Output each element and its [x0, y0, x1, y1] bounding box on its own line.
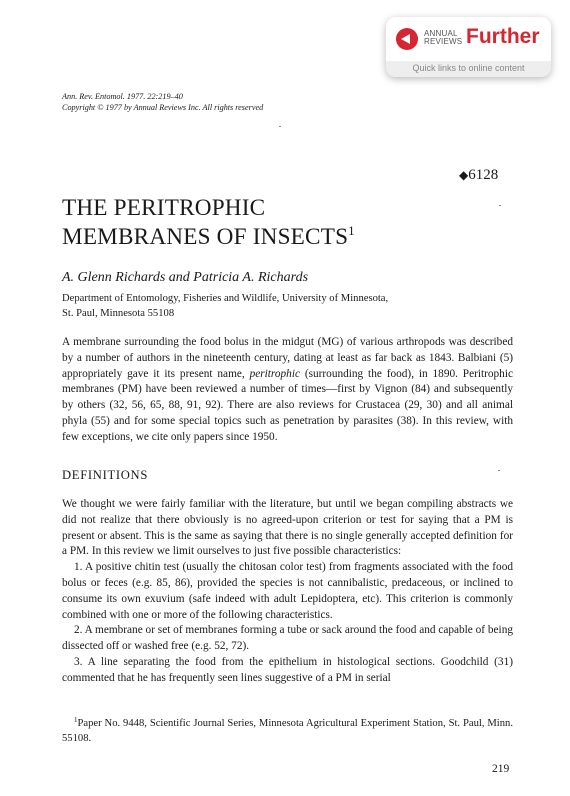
intro-text-part-2: (surrounding the food), in 1890. Peritrophic membranes (PM) have been reviewed a number of times—first by Vignon (84) and subsequently by others (32, 56, 65, 88, 91, 92). There are also reviews for Crustacea (29, 30) and all animal phyla (55) and for some special topics such as penetration by parasites (38). In this review, with few exceptions, we cite only papers since 1950. — [62, 367, 513, 443]
footnote-mark: 1 — [74, 716, 78, 724]
badge-further-label: Further — [466, 25, 540, 48]
badge-annual-text: ANNUAL — [424, 29, 458, 38]
citation-line-1: Ann. Rev. Entomol. 1977. 22:219–40 — [62, 92, 183, 101]
diamond-icon: ◆ — [459, 168, 469, 182]
article-code — [459, 167, 498, 184]
definitions-section — [62, 497, 513, 687]
article-title — [62, 194, 482, 251]
footnote-text: Paper No. 9448, Scientific Journal Series, Minnesota Agricultural Experiment Station, St. Paul, Minn. 55108. — [62, 718, 513, 744]
scan-speck — [279, 126, 281, 127]
definition-item-2: 2. A membrane or set of membranes forming a tube or sack around the food and capable of being dissected off or washed free (e.g. 52, 72). — [62, 624, 513, 653]
definition-item-1: 1. A positive chitin test (usually the chitosan color test) from fragments associated with the food bolus or feces (e.g. 85, 86), provided the species is not cannibalistic, predaceous, or inclined to consume its own exuvium (safe indeed with adult Lepidoptera, etc). This criterion is commonly combined with one or more of the following characteristics. — [62, 561, 513, 621]
annual-reviews-further-badge[interactable] — [386, 17, 551, 77]
affiliation-line-1: Department of Entomology, Fisheries and Wildlife, University of Minnesota, — [62, 293, 389, 304]
annual-reviews-wordmark — [424, 30, 464, 46]
scan-speck — [499, 205, 501, 206]
authors: A. Glenn Richards and Patricia A. Richards — [62, 270, 309, 285]
journal-citation — [62, 92, 263, 113]
title-footnote-mark: 1 — [348, 222, 355, 238]
intro-text-part-1: A membrane surrounding the food bolus in the midgut (MG) of various arthropods was described by a number of authors in the nineteenth century, dating at least as far back as 1843. Balbiani (5) appropriately gave it its present name, — [62, 336, 513, 380]
article-code-number: 6128 — [468, 167, 499, 183]
annual-reviews-logo-icon — [396, 28, 418, 50]
intro-paragraph — [62, 335, 513, 446]
citation-copyright-line: Copyright © 1977 by Annual Reviews Inc. All rights reserved — [62, 102, 264, 112]
intro-italic-term: peritrophic — [249, 367, 300, 380]
scan-speck — [498, 470, 500, 471]
title-line-1: THE PERITROPHIC — [62, 195, 266, 221]
title-line-2: MEMBRANES OF INSECTS — [62, 223, 349, 250]
definitions-paragraph: We thought we were fairly familiar with the literature, but until we began compiling abstracts we did not realize that there obviously is no agreed-upon criterion or test for saying that a PM is present or absent. This is the same as saying that there is no single generally accepted definition for a PM. In this review we limit ourselves to just five possible characteristics: — [62, 498, 513, 558]
definition-item-3: 3. A line separating the food from the epithelium in histological sections. Goodchild (31) commented that he has frequently seen lines suggestive of a PM in serial — [62, 655, 513, 684]
badge-subtitle: Quick links to online content — [386, 61, 551, 77]
section-heading-definitions: DEFINITIONS — [62, 468, 149, 482]
footnote — [62, 717, 513, 746]
affiliation — [62, 292, 512, 321]
badge-reviews-text: REVIEWS — [424, 37, 463, 46]
badge-header — [386, 17, 551, 61]
affiliation-line-2: St. Paul, Minnesota 55108 — [62, 307, 175, 319]
page-number: 219 — [492, 763, 510, 775]
